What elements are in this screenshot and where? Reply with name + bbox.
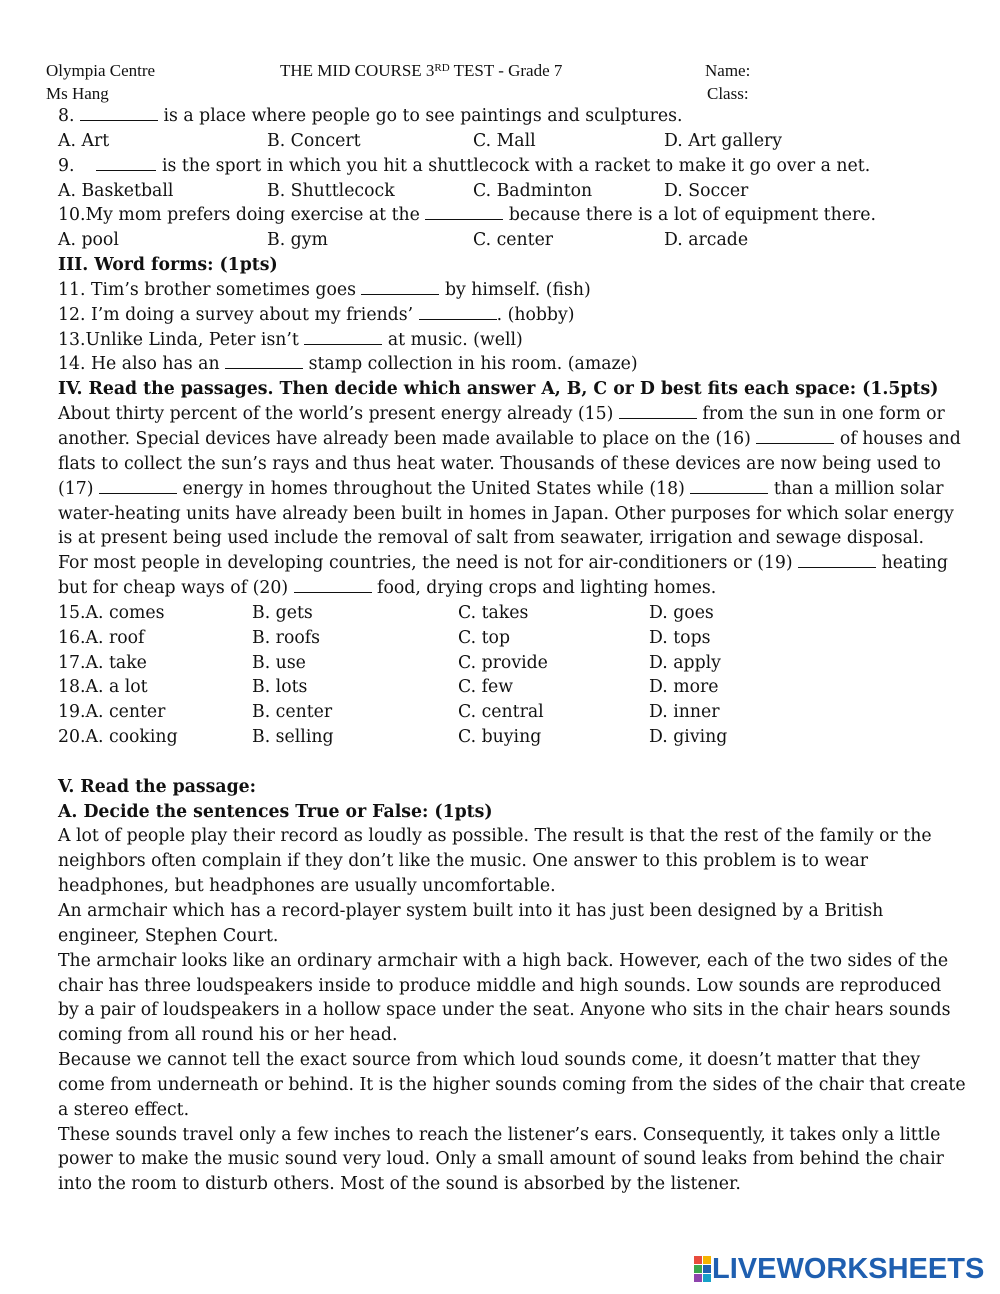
option-d: D. tops bbox=[649, 627, 711, 648]
liveworksheets-logo-icon bbox=[694, 1256, 712, 1282]
option-b: B. use bbox=[252, 652, 306, 673]
option-a: 18.A. a lot bbox=[58, 677, 148, 698]
logo-text: LIVEWORKSHEETS bbox=[712, 1252, 985, 1285]
question-13: 13.Unlike Linda, Peter isn’t at music. (well) bbox=[58, 329, 523, 350]
section-3-title: III. Word forms: (1pts) bbox=[58, 255, 278, 276]
option-c: C. top bbox=[458, 627, 511, 648]
option-b: B. lots bbox=[252, 677, 308, 698]
test-title: THE MID COURSE 3RD TEST - Grade 7 bbox=[280, 61, 563, 80]
answer-row bbox=[58, 626, 988, 651]
answer-blank[interactable] bbox=[425, 203, 503, 220]
passage-answer-options bbox=[58, 601, 988, 750]
armchair-passage: A lot of people play their record as loudly as possible. The result is that the rest of the family or the neighbors often complain if they don’t like the music. One answer to this problem is to wear headphones, but headphones are usually uncomfortable. An armchair which has a record-player system built into it has just been designed by a British engineer, Stephen Court. The armchair looks like an ordinary armchair with a high back. However, each of the two sides of the chair has three loudspeakers inside to produce middle and high sounds. Low sounds are reproduced by a pair of loudspeakers in a hollow space under the seat. Anyone who sits in the chair hears sounds coming from all round his or her head. Because we cannot tell the exact source from which loud sounds come, it doesn’t matter that they come from underneath or behind. It is the higher sounds coming from the sides of the chair that create a stereo effect. These sounds travel only a few inches to reach the listener’s ears. Consequently, it takes only a little power to make the music sound very loud. Only a small amount of sound leaks from behind the chair into the room to disturb others. Most of the sound is absorbed by the listener. bbox=[58, 826, 966, 1195]
answer-blank[interactable] bbox=[225, 352, 303, 369]
section-5a-title: A. Decide the sentences True or False: (1pts) bbox=[58, 801, 493, 822]
answer-blank[interactable] bbox=[798, 551, 876, 568]
option-b: B. Concert bbox=[267, 130, 361, 151]
school-name: Olympia Centre bbox=[46, 61, 156, 80]
question-14: 14. He also has an stamp collection in his room. (amaze) bbox=[58, 354, 638, 375]
option-d: D. Art gallery bbox=[664, 130, 783, 151]
answer-row bbox=[58, 725, 988, 750]
question-12: 12. I’m doing a survey about my friends’ . (hobby) bbox=[58, 304, 575, 325]
option-a: 16.A. roof bbox=[58, 627, 145, 648]
answer-blank[interactable] bbox=[690, 477, 768, 494]
teacher-name: Ms Hang bbox=[46, 84, 109, 103]
answer-blank[interactable] bbox=[619, 402, 697, 419]
answer-blank[interactable] bbox=[756, 427, 834, 444]
option-d: D. apply bbox=[649, 652, 721, 673]
option-a: 17.A. take bbox=[58, 652, 147, 673]
option-c: C. few bbox=[458, 677, 514, 698]
option-d: D. arcade bbox=[664, 230, 749, 251]
option-a: A. Art bbox=[58, 130, 110, 151]
option-d: D. Soccer bbox=[664, 180, 749, 201]
option-c: C. Badminton bbox=[473, 180, 593, 201]
option-d: D. goes bbox=[649, 602, 714, 623]
answer-blank[interactable] bbox=[294, 576, 372, 593]
option-b: B. Shuttlecock bbox=[267, 180, 395, 201]
answer-row bbox=[58, 675, 988, 700]
answer-blank[interactable] bbox=[304, 328, 382, 345]
solar-energy-passage: About thirty percent of the world’s present energy already (15) from the sun in one form or another. Special devices have already been made available to place on the (16) of houses and flats to collect the sun’s rays and thus heat water. Thousands of these devices are now being used to (17) energy in homes throughout the United States while (18) than a million solar water-heating units have already been built in homes in Japan. Other purposes for which solar energy is at present being used include the removal of salt from seawater, irrigation and sewage disposal. For most people in developing countries, the need is not for air-conditioners or (19) heating but for cheap ways of (20) food, drying crops and lighting homes. bbox=[58, 404, 961, 599]
worksheet-content bbox=[58, 104, 988, 1197]
answer-blank[interactable] bbox=[419, 303, 497, 320]
option-b: B. center bbox=[252, 702, 333, 723]
question-8-options bbox=[58, 129, 988, 154]
answer-row bbox=[58, 651, 988, 676]
answer-blank[interactable] bbox=[96, 154, 156, 171]
option-c: C. central bbox=[458, 702, 544, 723]
option-c: C. center bbox=[473, 230, 554, 251]
question-10-options bbox=[58, 228, 988, 253]
class-label: Class: bbox=[707, 84, 749, 103]
question-8: 8. is a place where people go to see paintings and sculptures. bbox=[58, 106, 683, 126]
question-10: 10.My mom prefers doing exercise at the because there is a lot of equipment there. bbox=[58, 205, 876, 226]
option-c: C. buying bbox=[458, 727, 542, 748]
option-d: D. more bbox=[649, 677, 719, 698]
section-5-title: V. Read the passage: bbox=[58, 776, 257, 797]
option-c: C. takes bbox=[458, 602, 529, 623]
option-d: D. inner bbox=[649, 702, 720, 723]
name-label: Name: bbox=[705, 61, 751, 80]
liveworksheets-logo bbox=[694, 1254, 984, 1284]
option-a: 19.A. center bbox=[58, 702, 166, 723]
option-a: A. pool bbox=[58, 230, 119, 251]
answer-blank[interactable] bbox=[361, 278, 439, 295]
option-a: 20.A. cooking bbox=[58, 727, 178, 748]
question-9-options bbox=[58, 179, 988, 204]
answer-row bbox=[58, 700, 988, 725]
option-b: B. roofs bbox=[252, 627, 321, 648]
option-a: 15.A. comes bbox=[58, 602, 165, 623]
option-c: C. provide bbox=[458, 652, 548, 673]
section-4-title: IV. Read the passages. Then decide which answer A, B, C or D best fits each space: (1.5pts) bbox=[58, 379, 939, 400]
option-a: A. Basketball bbox=[58, 180, 174, 201]
option-b: B. selling bbox=[252, 727, 334, 748]
answer-blank[interactable] bbox=[99, 477, 177, 494]
option-d: D. giving bbox=[649, 727, 728, 748]
answer-blank[interactable] bbox=[80, 104, 158, 121]
option-b: B. gets bbox=[252, 602, 313, 623]
question-9: 9. is the sport in which you hit a shuttlecock with a racket to make it go over a net. bbox=[58, 155, 871, 176]
answer-row bbox=[58, 601, 988, 626]
question-11: 11. Tim’s brother sometimes goes by himself. (fish) bbox=[58, 279, 591, 300]
option-b: B. gym bbox=[267, 230, 328, 251]
option-c: C. Mall bbox=[473, 130, 536, 151]
